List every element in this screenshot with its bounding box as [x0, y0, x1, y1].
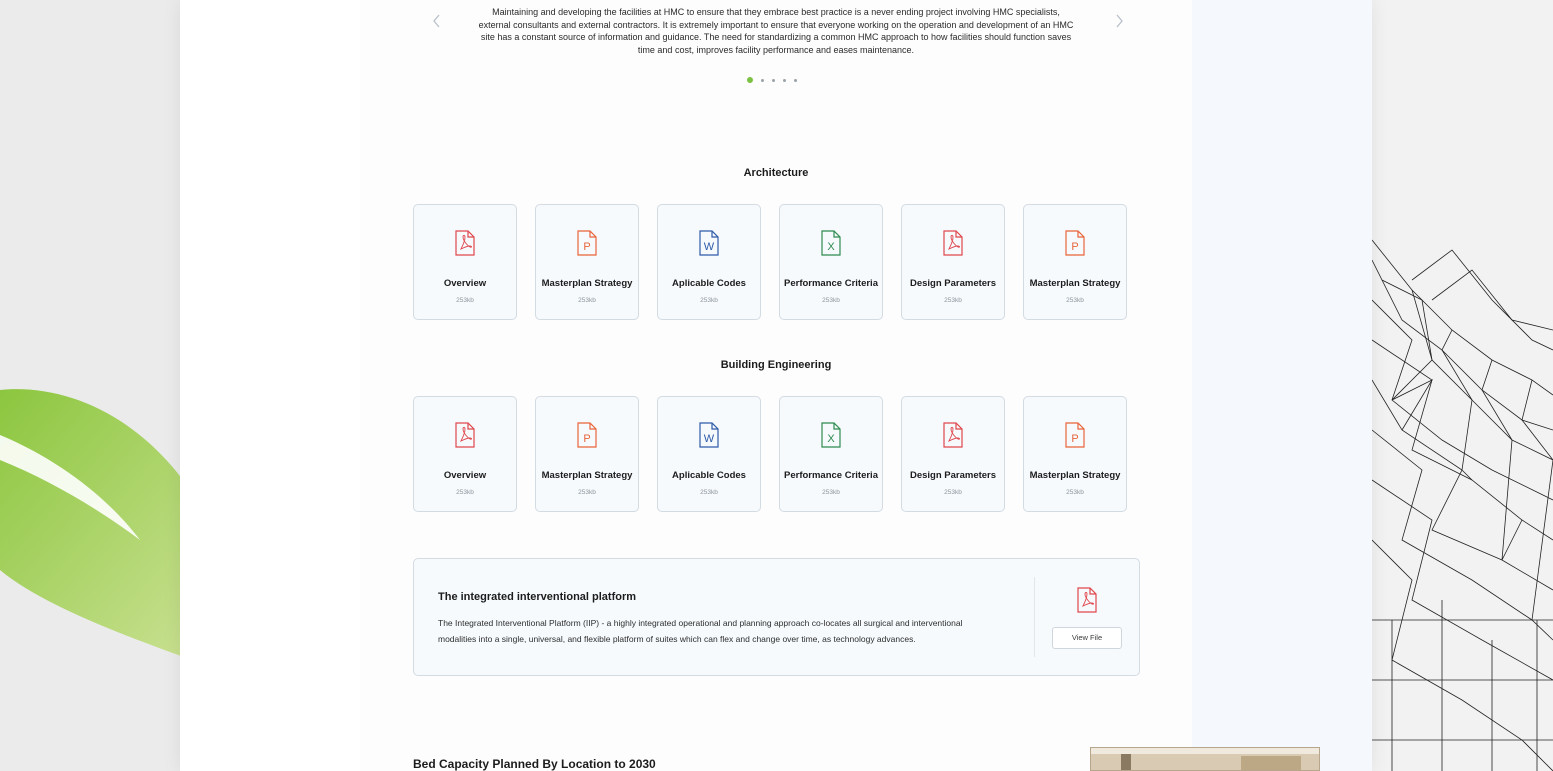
file-card[interactable] [535, 396, 639, 512]
chevron-left-icon [430, 12, 444, 30]
file-size: 253kb [1066, 489, 1084, 496]
file-name: Masterplan Strategy [541, 278, 633, 289]
file-name: Performance Criteria [784, 470, 878, 481]
file-card[interactable] [901, 396, 1005, 512]
file-name: Aplicable Codes [672, 278, 746, 289]
carousel-text: Maintaining and developing the facilities at HMC to ensure that they embrace best practice is a never ending project involving HMC specialists, external consultants and external contractors. It is extremely important to ensure that everyone working on the operation and development of an HMC site has a constant source of information and guidance. The need for standardizing a common HMC approach to how facilities should function saves time and cost, improves facility performance and eases maintenance. [478, 7, 1074, 55]
pdf-icon [455, 230, 475, 256]
carousel-dot[interactable] [794, 79, 797, 82]
file-card[interactable] [779, 396, 883, 512]
carousel-next-arrow[interactable] [1112, 12, 1126, 30]
wireframe-decoration [1372, 0, 1553, 771]
svg-text:X: X [827, 433, 835, 445]
file-name: Overview [443, 278, 487, 289]
bed-capacity-image [1090, 747, 1320, 771]
file-size: 253kb [578, 297, 596, 304]
file-card[interactable] [1023, 204, 1127, 320]
page-container [180, 0, 1372, 771]
file-card[interactable] [413, 396, 517, 512]
file-size: 253kb [578, 489, 596, 496]
iip-panel [413, 558, 1140, 676]
svg-text:W: W [703, 433, 715, 445]
pdf-icon [943, 422, 963, 448]
file-size: 253kb [944, 489, 962, 496]
svg-text:P: P [1071, 241, 1079, 253]
carousel-dot[interactable] [783, 79, 786, 82]
file-card[interactable] [779, 204, 883, 320]
file-size: 253kb [456, 489, 474, 496]
right-sidebar [1192, 0, 1372, 771]
file-size: 253kb [1066, 297, 1084, 304]
file-size: 253kb [944, 297, 962, 304]
carousel-dot[interactable] [747, 77, 753, 83]
carousel-dot[interactable] [761, 79, 764, 82]
file-size: 253kb [822, 297, 840, 304]
file-name: Design Parameters [909, 470, 997, 481]
pdf-icon [1077, 587, 1097, 613]
file-name: Design Parameters [909, 278, 997, 289]
pdf-icon [455, 422, 475, 448]
architecture-files [413, 204, 1127, 320]
file-size: 253kb [822, 489, 840, 496]
iip-divider [1034, 577, 1035, 657]
pdf-icon [943, 230, 963, 256]
file-size: 253kb [700, 297, 718, 304]
iip-description: The Integrated Interventional Platform (IIP) - a highly integrated operational and planning approach co-locates all surgical and interventional modalities into a single, universal, and flexible platform of suites which can flex and change over time, as technology advances. [438, 618, 963, 644]
svg-text:P: P [583, 241, 591, 253]
ppt-icon [1065, 230, 1085, 256]
file-card[interactable] [413, 204, 517, 320]
word-icon [699, 230, 719, 256]
file-size: 253kb [456, 297, 474, 304]
main-content [360, 0, 1192, 771]
left-sidebar [180, 0, 361, 771]
ppt-icon [1065, 422, 1085, 448]
file-name: Masterplan Strategy [1029, 470, 1121, 481]
word-icon [699, 422, 719, 448]
section-title-architecture: Architecture [743, 167, 809, 179]
svg-text:W: W [703, 241, 715, 253]
carousel-dots [747, 77, 797, 83]
chevron-right-icon [1112, 12, 1126, 30]
file-card[interactable] [657, 204, 761, 320]
view-file-button[interactable]: View File [1052, 627, 1122, 649]
building-engineering-files [413, 396, 1127, 512]
file-card[interactable] [1023, 396, 1127, 512]
file-name: Overview [443, 470, 487, 481]
file-name: Masterplan Strategy [1029, 278, 1121, 289]
file-size: 253kb [700, 489, 718, 496]
file-card[interactable] [901, 204, 1005, 320]
svg-text:P: P [583, 433, 591, 445]
svg-text:X: X [827, 241, 835, 253]
svg-text:P: P [1071, 433, 1079, 445]
file-card[interactable] [535, 204, 639, 320]
file-name: Aplicable Codes [672, 470, 746, 481]
carousel-prev-arrow[interactable] [430, 12, 444, 30]
file-name: Performance Criteria [784, 278, 878, 289]
bed-capacity-title: Bed Capacity Planned By Location to 2030 [413, 757, 656, 771]
file-card[interactable] [657, 396, 761, 512]
section-title-building-engineering: Building Engineering [720, 359, 832, 371]
carousel-dot[interactable] [772, 79, 775, 82]
ppt-icon [577, 422, 597, 448]
iip-title: The integrated interventional platform [438, 591, 637, 603]
file-name: Masterplan Strategy [541, 470, 633, 481]
excel-icon [821, 422, 841, 448]
excel-icon [821, 230, 841, 256]
ppt-icon [577, 230, 597, 256]
